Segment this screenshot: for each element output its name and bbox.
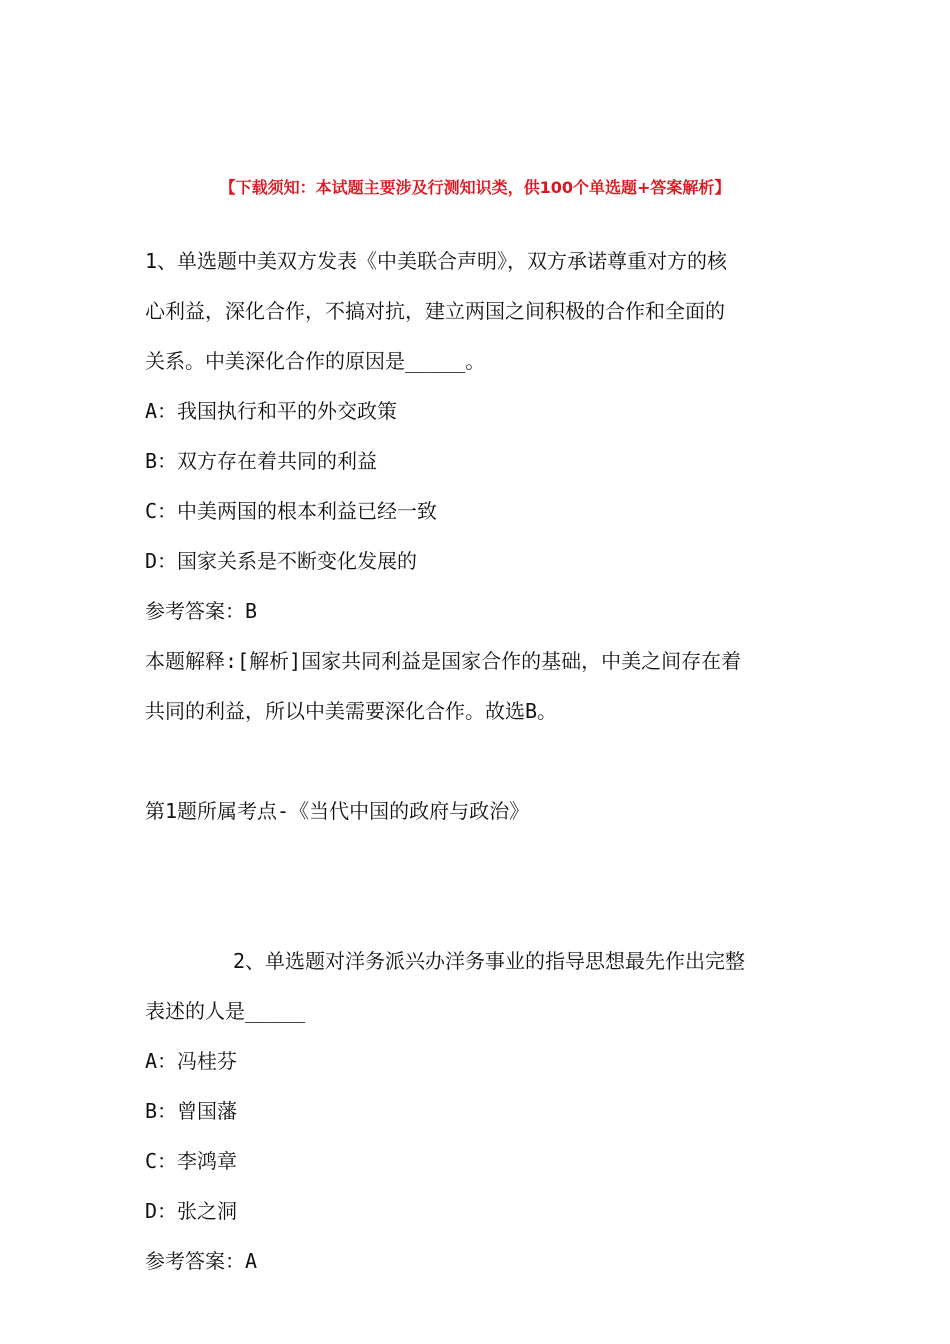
question-2-option-d: D：张之洞 (145, 1199, 238, 1223)
spacer (145, 886, 805, 936)
question-1-explanation-line-2: 共同的利益，所以中美需要深化合作。故选B。 (145, 699, 558, 723)
question-1-stem-line-2: 心利益，深化合作，不搞对抗，建立两国之间积极的合作和全面的 (145, 299, 725, 323)
spacer (145, 736, 805, 786)
question-1-stem-line-1: 1、单选题中美双方发表《中美联合声明》，双方承诺尊重对方的核 (145, 249, 728, 273)
download-notice: 【下载须知：本试题主要涉及行测知识类，供100个单选题+答案解析】 (219, 178, 731, 197)
question-1-stem-line-3: 关系。中美深化合作的原因是_____。 (145, 349, 486, 373)
question-1-option-d: D：国家关系是不断变化发展的 (145, 549, 418, 573)
question-1-option-c: C：中美两国的根本利益已经一致 (145, 499, 438, 523)
question-2-option-b: B：曾国藩 (145, 1099, 238, 1123)
question-1-answer: 参考答案：B (145, 599, 258, 623)
question-2-option-a: A：冯桂芬 (145, 1049, 238, 1073)
question-2-option-c: C：李鸿章 (145, 1149, 238, 1173)
question-2-stem-line-2: 表述的人是_____ (145, 999, 306, 1023)
question-2-stem-line-1: 2、单选题对洋务派兴办洋务事业的指导思想最先作出完整 (233, 949, 746, 973)
question-1-explanation-line-1: 本题解释:[解析]国家共同利益是国家合作的基础，中美之间存在着 (145, 649, 742, 673)
question-1-option-a: A：我国执行和平的外交政策 (145, 399, 398, 423)
question-1-option-b: B：双方存在着共同的利益 (145, 449, 378, 473)
question-1-knowledge-point: 第1题所属考点-《当代中国的政府与政治》 (145, 799, 530, 823)
question-content (145, 236, 805, 1286)
spacer (145, 836, 805, 886)
question-2-answer: 参考答案：A (145, 1249, 258, 1273)
